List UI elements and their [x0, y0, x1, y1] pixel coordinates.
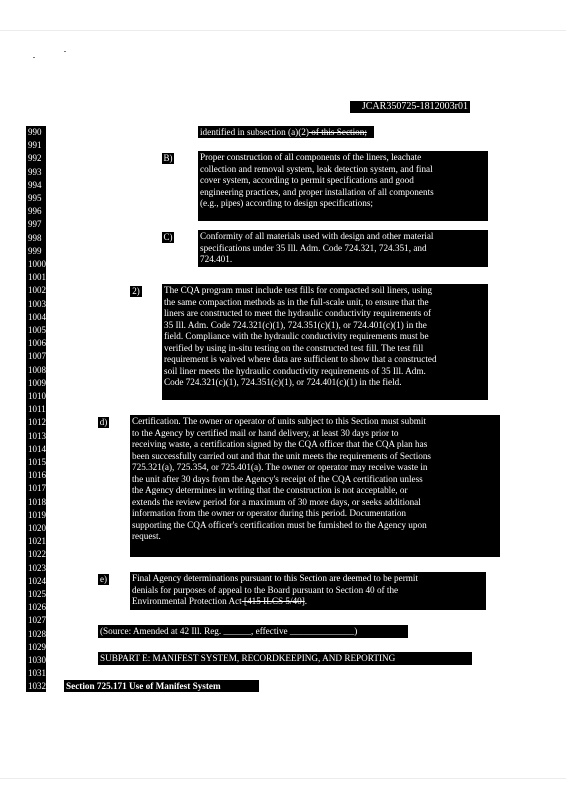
- line-number: 1007: [28, 351, 46, 362]
- paragraph-line: collection and removal system, leak detection system, and final: [200, 163, 433, 174]
- line-number: 1009: [28, 377, 46, 388]
- period-text: .: [304, 596, 308, 607]
- line-number: 1005: [28, 325, 46, 335]
- item-c-paragraph: [198, 230, 488, 267]
- paragraph-line: extends the review period for a maximum of 30 more days, or seeks additional: [132, 496, 421, 507]
- line-number: 1022: [28, 549, 46, 560]
- paragraph-line: verified by using in-situ testing on the constructed test fill. The test fill: [164, 342, 424, 353]
- line-number: 999: [28, 245, 42, 256]
- paragraph-line: cover system, according to permit specifications and good: [200, 175, 414, 186]
- line-number: 1020: [28, 523, 46, 533]
- line-number-column: [26, 126, 46, 692]
- line-number: 992: [28, 153, 42, 164]
- struck-citation-text: [415 ILCS 5/40]: [241, 596, 305, 607]
- paragraph-line: engineering practices, and proper installation of all components: [200, 186, 434, 197]
- subsection-a2-continuation: [198, 126, 374, 138]
- line-number: 1023: [28, 562, 46, 573]
- paragraph-line: denials for purposes of appeal to the Board pursuant to Section 40 of the: [132, 584, 399, 595]
- line-number: 1028: [28, 628, 46, 639]
- line-number: 991: [28, 140, 42, 151]
- line-number: 1026: [28, 602, 46, 613]
- paragraph-line: been successfully carried out and that the unit meets the requirements of Sections: [132, 450, 432, 461]
- paragraph-line: requirement is waived where data are sufficient to show that a constructed: [164, 354, 437, 365]
- paragraph-line: information from the owner or operator during this period. Documentation: [132, 508, 407, 519]
- paragraph-line: specifications under 35 Ill. Adm. Code 724.321, 724.351, and: [200, 242, 427, 253]
- item-2-label: 2): [130, 286, 142, 297]
- line-number: 1002: [28, 285, 46, 296]
- paragraph-line: the same compaction methods as in the full-scale unit, to ensure that the: [164, 296, 429, 307]
- line-number: 1010: [28, 391, 46, 401]
- item-b-paragraph: [198, 151, 488, 221]
- line-number: 1001: [28, 272, 46, 283]
- line-number: 1032: [28, 681, 46, 692]
- line-number: 994: [28, 179, 42, 190]
- item-e-label: e): [100, 574, 107, 584]
- line-990-text: identified in subsection (a)(2): [200, 127, 309, 137]
- paragraph-line: Conformity of all materials used with design and other material: [200, 231, 434, 241]
- subpart-heading-text: SUBPART E: MANIFEST SYSTEM, RECORDKEEPING, AND REPORTING: [100, 653, 396, 663]
- line-number: 1031: [28, 668, 46, 679]
- top-divider: [0, 30, 566, 31]
- paragraph-line: (e.g., pipes) according to design specifications;: [200, 198, 373, 209]
- line-number: 996: [28, 206, 42, 217]
- line-number: 1015: [28, 457, 46, 467]
- item-e-paragraph: [130, 572, 486, 610]
- scan-speck: [64, 51, 66, 52]
- section-heading: [64, 680, 259, 692]
- item-b-label: B): [163, 153, 173, 163]
- line-number: 1000: [28, 259, 46, 269]
- paragraph-line: 35 Ill. Adm. Code 724.321(c)(1), 724.351(c)(1), or 724.401(c)(1) in the: [164, 319, 427, 330]
- paragraph-line: to the Agency by certified mail or hand delivery, at least 30 days prior to: [132, 427, 399, 438]
- paragraph-line: the unit after 30 days from the Agency's receipt of the CQA certification unless: [132, 473, 423, 484]
- line-number: 1011: [28, 404, 46, 415]
- source-note: [98, 625, 408, 638]
- paragraph-line: 725.321(a), 725.354, or 725.401(a). The owner or operator may receive waste in: [132, 462, 428, 473]
- paragraph-line: Code 724.321(c)(1), 724.351(c)(1), or 724.401(c)(1) in the field.: [164, 377, 402, 388]
- line-number: 1014: [28, 443, 46, 454]
- paragraph-line: receiving waste, a certification signed by the CQA officer that the CQA plan has: [132, 439, 428, 450]
- paragraph-line: liners are constructed to meet the hydraulic conductivity requirements of: [164, 308, 432, 319]
- line-990-struck-text: of this Section;: [308, 127, 367, 137]
- item-d-label: d): [99, 417, 108, 427]
- line-number: 1029: [28, 641, 46, 652]
- line-number: 1024: [28, 575, 46, 586]
- line-number: 1018: [28, 496, 46, 507]
- paragraph-line: Certification. The owner or operator of units subject to this Section must submit: [132, 416, 427, 426]
- paragraph-line: the Agency determines in writing that the construction is not acceptable, or: [132, 485, 408, 496]
- paragraph-line: 724.401.: [200, 254, 233, 265]
- line-number: 1012: [28, 417, 46, 428]
- item-c-label: C): [163, 232, 173, 242]
- line-number: 1027: [28, 615, 46, 626]
- line-number: 990: [28, 127, 42, 137]
- line-number: 1006: [28, 338, 46, 349]
- act-name-text: Environmental Protection Act: [132, 596, 242, 607]
- line-number: 1003: [28, 298, 46, 309]
- line-number: 993: [28, 166, 42, 177]
- line-number: 1008: [28, 364, 46, 375]
- paragraph-line: soil liner meets the hydraulic conductivity requirements of 35 Ill. Adm.: [164, 365, 426, 376]
- paragraph-line: [132, 596, 484, 608]
- paragraph-line: Final Agency determinations pursuant to this Section are deemed to be permit: [132, 573, 419, 583]
- paragraph-line: request.: [132, 531, 161, 542]
- document-id-header: JCAR350725-1812003r01: [350, 101, 470, 113]
- line-number: 1017: [28, 483, 46, 494]
- paragraph-line: The CQA program must include test fills for compacted soil liners, using: [164, 285, 432, 295]
- line-number: 1030: [28, 655, 46, 665]
- scan-speck: [33, 57, 35, 58]
- line-number: 1021: [28, 536, 46, 547]
- item-d-paragraph: [130, 415, 500, 557]
- subpart-heading: [98, 652, 472, 665]
- line-number: 1013: [28, 430, 46, 441]
- item-2-paragraph: [162, 284, 488, 400]
- section-heading-text: Section 725.171 Use of Manifest System: [66, 681, 221, 691]
- line-number: 1016: [28, 470, 46, 481]
- bottom-divider: [0, 778, 566, 779]
- line-number: 997: [28, 219, 42, 230]
- line-number: 1019: [28, 509, 46, 520]
- line-number: 1025: [28, 589, 46, 599]
- line-number: 1004: [28, 311, 46, 322]
- source-note-text: (Source: Amended at 42 Ill. Reg. ______, effective ______________): [100, 626, 358, 636]
- paragraph-line: field. Compliance with the hydraulic conductivity requirements must be: [164, 331, 429, 342]
- paragraph-line: Proper construction of all components of the liners, leachate: [200, 152, 422, 162]
- line-number: 995: [28, 193, 42, 203]
- line-number: 998: [28, 232, 42, 243]
- paragraph-line: supporting the CQA officer's certification must be furnished to the Agency upon: [132, 519, 427, 530]
